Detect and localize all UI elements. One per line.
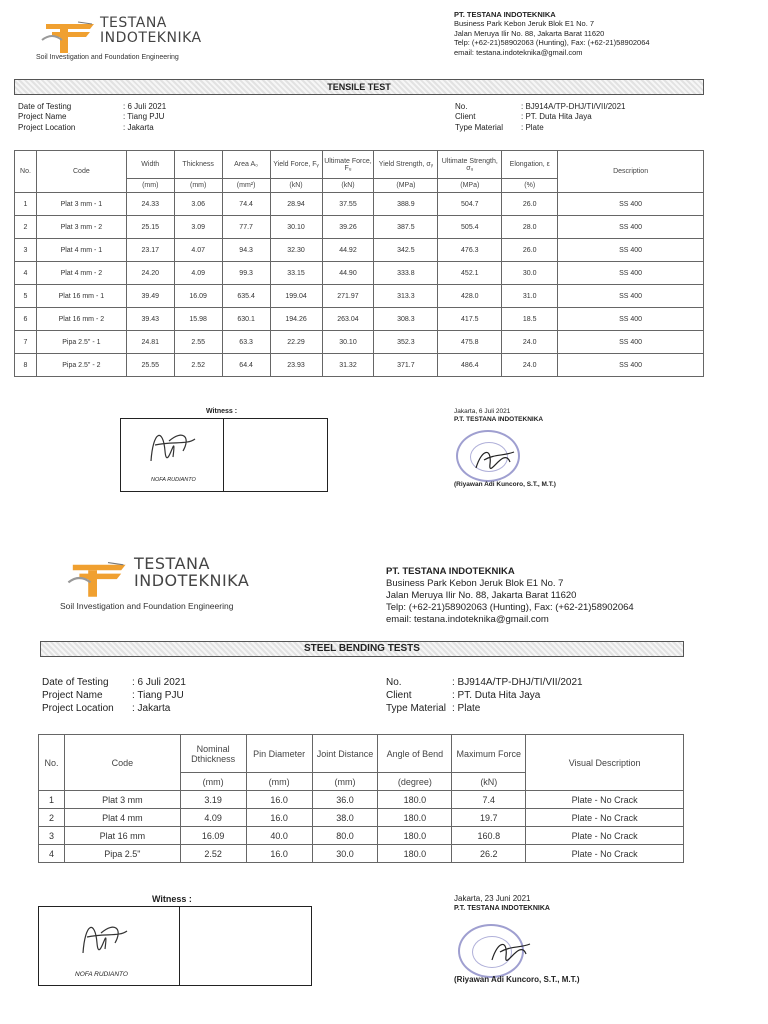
meta-row bbox=[455, 102, 625, 112]
column-unit: (MPa) bbox=[374, 179, 438, 193]
meta-label: No. bbox=[455, 102, 468, 111]
table-cell: 2 bbox=[15, 216, 37, 239]
meta-value: : PT. Duta Hita Jaya bbox=[521, 112, 592, 122]
company-name: PT. TESTANA INDOTEKNIKA bbox=[454, 10, 556, 19]
table-cell: Plate - No Crack bbox=[526, 845, 684, 863]
table-row bbox=[15, 239, 704, 262]
table-cell: 99.3 bbox=[222, 262, 270, 285]
logo-line-1: TESTANA bbox=[134, 554, 210, 573]
company-email: email: testana.indoteknika@gmail.com bbox=[386, 613, 549, 625]
table-row bbox=[15, 354, 704, 377]
table-cell: 63.3 bbox=[222, 331, 270, 354]
report-title: STEEL BENDING TESTS bbox=[40, 641, 684, 657]
column-header: No. bbox=[15, 151, 37, 193]
table-cell: 2 bbox=[39, 809, 65, 827]
table-cell: 486.4 bbox=[438, 354, 502, 377]
company-phone: Telp: (+62-21)58902063 (Hunting), Fax: (+62-21)58902064 bbox=[454, 38, 650, 48]
column-unit: (mm) bbox=[312, 773, 378, 791]
table-cell: 6 bbox=[15, 308, 37, 331]
director-signature-icon bbox=[470, 440, 520, 476]
table-cell: 313.3 bbox=[374, 285, 438, 308]
tensile-results-table bbox=[14, 150, 704, 377]
company-email: email: testana.indoteknika@gmail.com bbox=[454, 47, 583, 57]
meta-label: Type Material bbox=[386, 703, 447, 714]
table-row bbox=[39, 827, 684, 845]
company-address-1: Business Park Kebon Jeruk Blok E1 No. 7 bbox=[454, 19, 595, 29]
company-info bbox=[386, 566, 634, 625]
column-header: Yield Strength, σᵧ bbox=[374, 151, 438, 179]
table-cell: 180.0 bbox=[378, 809, 452, 827]
table-cell: Plate - No Crack bbox=[526, 791, 684, 809]
witness-empty-cell bbox=[224, 419, 327, 491]
column-header: Ultimate Strength, σᵤ bbox=[438, 151, 502, 179]
table-cell: 24.0 bbox=[502, 331, 558, 354]
table-cell: SS 400 bbox=[558, 308, 704, 331]
table-cell: 194.26 bbox=[270, 308, 322, 331]
meta-right bbox=[386, 676, 583, 715]
table-cell: 199.04 bbox=[270, 285, 322, 308]
column-header: No. bbox=[39, 735, 65, 791]
signoff-company: P.T. TESTANA INDOTEKNIKA bbox=[454, 416, 544, 424]
table-cell: Plat 3 mm - 2 bbox=[36, 216, 126, 239]
column-header: Pin Diameter bbox=[246, 735, 312, 773]
table-cell: 31.0 bbox=[502, 285, 558, 308]
table-cell: 388.9 bbox=[374, 193, 438, 216]
table-cell: 30.10 bbox=[270, 216, 322, 239]
meta-label: Project Location bbox=[42, 703, 114, 714]
table-cell: 263.04 bbox=[322, 308, 374, 331]
meta-value: : BJ914A/TP-DHJ/TI/VII/2021 bbox=[521, 102, 626, 111]
table-cell: 16.09 bbox=[174, 285, 222, 308]
table-cell: SS 400 bbox=[558, 193, 704, 216]
table-cell: 26.0 bbox=[502, 193, 558, 216]
meta-row bbox=[386, 689, 583, 702]
company-address-2: Jalan Meruya Ilir No. 88, Jakarta Barat 11620 bbox=[454, 28, 605, 38]
table-cell: 342.5 bbox=[374, 239, 438, 262]
table-cell: 333.8 bbox=[374, 262, 438, 285]
column-header: Joint Distance bbox=[312, 735, 378, 773]
table-cell: 39.43 bbox=[126, 308, 174, 331]
table-cell: 271.97 bbox=[322, 285, 374, 308]
table-cell: 504.7 bbox=[438, 193, 502, 216]
table-cell: 505.4 bbox=[438, 216, 502, 239]
table-cell: Pipa 2.5" - 2 bbox=[36, 354, 126, 377]
table-row bbox=[15, 285, 704, 308]
meta-row bbox=[386, 702, 583, 715]
testana-logo-icon bbox=[38, 16, 98, 56]
table-cell: Plate - No Crack bbox=[526, 809, 684, 827]
meta-left bbox=[18, 102, 166, 133]
witness-name: NOFA RUDIANTO bbox=[151, 477, 196, 483]
table-cell: Plat 16 mm bbox=[64, 827, 180, 845]
meta-label: Client bbox=[386, 690, 412, 701]
table-cell: 32.30 bbox=[270, 239, 322, 262]
column-unit: (degree) bbox=[378, 773, 452, 791]
table-cell: 94.3 bbox=[222, 239, 270, 262]
meta-label: No. bbox=[386, 677, 402, 688]
table-cell: 22.29 bbox=[270, 331, 322, 354]
table-cell: 180.0 bbox=[378, 845, 452, 863]
table-cell: Plat 4 mm - 1 bbox=[36, 239, 126, 262]
meta-label: Date of Testing bbox=[42, 677, 109, 688]
meta-value: : Jakarta bbox=[123, 122, 154, 132]
meta-label: Project Name bbox=[42, 690, 103, 701]
column-header: Area A₀ bbox=[222, 151, 270, 179]
table-cell: 2.52 bbox=[174, 354, 222, 377]
table-row bbox=[15, 216, 704, 239]
witness-signature-cell bbox=[121, 419, 224, 491]
table-cell: 8 bbox=[15, 354, 37, 377]
logo-line-2: INDOTEKNIKA bbox=[134, 570, 250, 590]
meta-value: : 6 Juli 2021 bbox=[132, 677, 186, 688]
table-cell: 7.4 bbox=[452, 791, 526, 809]
meta-label: Client bbox=[455, 112, 476, 122]
table-cell: Plat 16 mm - 1 bbox=[36, 285, 126, 308]
table-cell: 3 bbox=[15, 239, 37, 262]
table-cell: Plat 3 mm bbox=[64, 791, 180, 809]
table-cell: 80.0 bbox=[312, 827, 378, 845]
column-header: Angle of Bend bbox=[378, 735, 452, 773]
table-cell: 28.0 bbox=[502, 216, 558, 239]
meta-row bbox=[42, 702, 186, 715]
table-cell: 24.81 bbox=[126, 331, 174, 354]
table-cell: 635.4 bbox=[222, 285, 270, 308]
report-title: TENSILE TEST bbox=[14, 79, 704, 95]
table-row bbox=[39, 845, 684, 863]
company-info bbox=[454, 10, 650, 57]
table-cell: 31.32 bbox=[322, 354, 374, 377]
table-cell: 3.19 bbox=[180, 791, 246, 809]
table-cell: 26.0 bbox=[502, 239, 558, 262]
witness-label: Witness : bbox=[206, 408, 238, 415]
company-logo bbox=[62, 556, 249, 600]
witness-box bbox=[38, 906, 312, 986]
meta-label: Project Name bbox=[18, 112, 67, 122]
column-header: Code bbox=[64, 735, 180, 791]
table-row bbox=[15, 308, 704, 331]
table-cell: 33.15 bbox=[270, 262, 322, 285]
table-cell: SS 400 bbox=[558, 331, 704, 354]
table-cell: 630.1 bbox=[222, 308, 270, 331]
table-cell: 19.7 bbox=[452, 809, 526, 827]
table-cell: 180.0 bbox=[378, 827, 452, 845]
witness-box bbox=[120, 418, 328, 492]
table-cell: 2.52 bbox=[180, 845, 246, 863]
table-cell: 25.15 bbox=[126, 216, 174, 239]
table-cell: 39.26 bbox=[322, 216, 374, 239]
witness-label: Witness : bbox=[152, 894, 192, 904]
table-cell: 371.7 bbox=[374, 354, 438, 377]
table-cell: 18.5 bbox=[502, 308, 558, 331]
table-cell: 417.5 bbox=[438, 308, 502, 331]
column-header: Thickness bbox=[174, 151, 222, 179]
column-header: Description bbox=[558, 151, 704, 193]
table-cell: 387.5 bbox=[374, 216, 438, 239]
table-cell: 24.0 bbox=[502, 354, 558, 377]
column-header: Width bbox=[126, 151, 174, 179]
table-cell: 26.2 bbox=[452, 845, 526, 863]
table-cell: 36.0 bbox=[312, 791, 378, 809]
table-cell: Plate - No Crack bbox=[526, 827, 684, 845]
meta-value: : Tiang PJU bbox=[132, 690, 184, 701]
meta-label: Project Location bbox=[18, 122, 76, 132]
column-unit: (%) bbox=[502, 179, 558, 193]
table-cell: 28.94 bbox=[270, 193, 322, 216]
table-cell: 4 bbox=[39, 845, 65, 863]
meta-value: : Tiang PJU bbox=[123, 112, 165, 122]
logo-line-1: TESTANA bbox=[100, 15, 167, 31]
signer-name: (Riyawan Adi Kuncoro, S.T., M.T.) bbox=[454, 975, 580, 984]
table-cell: 3.09 bbox=[174, 216, 222, 239]
column-header: Elongation, ε bbox=[502, 151, 558, 179]
signature-icon bbox=[143, 421, 203, 467]
logo-line-2: INDOTEKNIKA bbox=[100, 29, 202, 46]
meta-row bbox=[42, 689, 186, 702]
table-cell: 44.92 bbox=[322, 239, 374, 262]
table-cell: 7 bbox=[15, 331, 37, 354]
table-cell: 30.10 bbox=[322, 331, 374, 354]
table-row bbox=[15, 193, 704, 216]
meta-row bbox=[18, 123, 166, 133]
table-cell: 2.55 bbox=[174, 331, 222, 354]
meta-value: : 6 Juli 2021 bbox=[123, 102, 167, 111]
column-header: Ultimate Force, Fᵤ bbox=[322, 151, 374, 179]
table-row bbox=[39, 809, 684, 827]
table-cell: 15.98 bbox=[174, 308, 222, 331]
witness-name: NOFA RUDIANTO bbox=[75, 971, 128, 978]
meta-label: Type Material bbox=[455, 122, 504, 132]
table-cell: 180.0 bbox=[378, 791, 452, 809]
column-unit: (mm) bbox=[246, 773, 312, 791]
meta-value: : PT. Duta Hita Jaya bbox=[452, 690, 541, 701]
table-cell: 16.0 bbox=[246, 809, 312, 827]
meta-row bbox=[455, 123, 625, 133]
table-cell: SS 400 bbox=[558, 239, 704, 262]
signoff-block bbox=[454, 894, 550, 913]
witness-signature-cell bbox=[39, 907, 180, 985]
table-cell: 38.0 bbox=[312, 809, 378, 827]
column-unit: (mm) bbox=[126, 179, 174, 193]
column-header: Visual Description bbox=[526, 735, 684, 791]
table-cell: 4.07 bbox=[174, 239, 222, 262]
table-cell: SS 400 bbox=[558, 262, 704, 285]
column-header: Code bbox=[36, 151, 126, 193]
table-cell: 25.55 bbox=[126, 354, 174, 377]
table-cell: 23.17 bbox=[126, 239, 174, 262]
company-name: PT. TESTANA INDOTEKNIKA bbox=[386, 566, 515, 577]
table-cell: 77.7 bbox=[222, 216, 270, 239]
meta-row bbox=[18, 102, 166, 112]
table-row bbox=[15, 262, 704, 285]
meta-value: : Plate bbox=[521, 122, 544, 132]
table-cell: 452.1 bbox=[438, 262, 502, 285]
table-cell: 16.0 bbox=[246, 791, 312, 809]
table-cell: 476.3 bbox=[438, 239, 502, 262]
table-cell: 16.09 bbox=[180, 827, 246, 845]
signoff-date: Jakarta, 23 Juni 2021 bbox=[454, 894, 531, 903]
company-tagline: Soil Investigation and Foundation Engineering bbox=[60, 601, 234, 611]
table-cell: 44.90 bbox=[322, 262, 374, 285]
table-cell: 23.93 bbox=[270, 354, 322, 377]
meta-label: Date of Testing bbox=[18, 102, 72, 111]
table-cell: SS 400 bbox=[558, 285, 704, 308]
table-row bbox=[39, 791, 684, 809]
column-unit: (mm) bbox=[174, 179, 222, 193]
company-address-1: Business Park Kebon Jeruk Blok E1 No. 7 bbox=[386, 577, 564, 589]
table-cell: 352.3 bbox=[374, 331, 438, 354]
table-cell: Plat 16 mm - 2 bbox=[36, 308, 126, 331]
column-unit: (mm²) bbox=[222, 179, 270, 193]
table-cell: 30.0 bbox=[502, 262, 558, 285]
company-tagline: Soil Investigation and Foundation Engineering bbox=[36, 54, 179, 61]
bending-test-sheet bbox=[0, 540, 768, 1024]
witness-empty-cell bbox=[180, 907, 311, 985]
meta-row bbox=[386, 676, 583, 689]
signoff-date: Jakarta, 6 Juli 2021 bbox=[454, 408, 511, 415]
table-cell: Pipa 2.5" - 1 bbox=[36, 331, 126, 354]
meta-value: : Jakarta bbox=[132, 703, 171, 714]
table-cell: Plat 4 mm - 2 bbox=[36, 262, 126, 285]
table-cell: SS 400 bbox=[558, 216, 704, 239]
table-cell: 4.09 bbox=[180, 809, 246, 827]
table-cell: 74.4 bbox=[222, 193, 270, 216]
signoff-block bbox=[454, 408, 543, 425]
column-unit: (mm) bbox=[180, 773, 246, 791]
table-cell: 40.0 bbox=[246, 827, 312, 845]
signer-name: (Riyawan Adi Kuncoro, S.T., M.T.) bbox=[454, 481, 556, 488]
signature-icon bbox=[75, 911, 135, 961]
table-cell: 39.49 bbox=[126, 285, 174, 308]
column-unit: (kN) bbox=[270, 179, 322, 193]
meta-row bbox=[455, 112, 625, 122]
meta-value: : Plate bbox=[452, 703, 481, 714]
table-cell: SS 400 bbox=[558, 354, 704, 377]
column-header: Yield Force, Fᵧ bbox=[270, 151, 322, 179]
bending-results-table bbox=[38, 734, 684, 863]
table-cell: 16.0 bbox=[246, 845, 312, 863]
table-cell: Pipa 2.5" bbox=[64, 845, 180, 863]
company-phone: Telp: (+62-21)58902063 (Hunting), Fax: (+62-21)58902064 bbox=[386, 601, 634, 613]
table-cell: 160.8 bbox=[452, 827, 526, 845]
director-signature-icon bbox=[486, 932, 536, 968]
table-cell: 4 bbox=[15, 262, 37, 285]
table-cell: Plat 3 mm - 1 bbox=[36, 193, 126, 216]
column-header: Maximum Force bbox=[452, 735, 526, 773]
company-address-2: Jalan Meruya Ilir No. 88, Jakarta Barat 11620 bbox=[386, 589, 577, 601]
column-unit: (MPa) bbox=[438, 179, 502, 193]
table-cell: 3.06 bbox=[174, 193, 222, 216]
table-cell: 308.3 bbox=[374, 308, 438, 331]
meta-row bbox=[42, 676, 186, 689]
table-cell: 5 bbox=[15, 285, 37, 308]
column-unit: (kN) bbox=[452, 773, 526, 791]
signoff-company: P.T. TESTANA INDOTEKNIKA bbox=[454, 905, 550, 913]
table-cell: Plat 4 mm bbox=[64, 809, 180, 827]
table-cell: 64.4 bbox=[222, 354, 270, 377]
table-row bbox=[15, 331, 704, 354]
table-cell: 24.20 bbox=[126, 262, 174, 285]
meta-left bbox=[42, 676, 186, 715]
table-cell: 428.0 bbox=[438, 285, 502, 308]
meta-row bbox=[18, 112, 166, 122]
table-cell: 30.0 bbox=[312, 845, 378, 863]
table-cell: 1 bbox=[39, 791, 65, 809]
table-cell: 475.8 bbox=[438, 331, 502, 354]
meta-right bbox=[455, 102, 625, 133]
table-cell: 37.55 bbox=[322, 193, 374, 216]
table-cell: 4.09 bbox=[174, 262, 222, 285]
table-cell: 1 bbox=[15, 193, 37, 216]
column-header: Nominal Dthickness bbox=[180, 735, 246, 773]
column-unit: (kN) bbox=[322, 179, 374, 193]
meta-value: : BJ914A/TP-DHJ/TI/VII/2021 bbox=[452, 677, 583, 688]
company-logo bbox=[38, 16, 202, 56]
testana-logo-icon bbox=[62, 556, 132, 600]
table-cell: 3 bbox=[39, 827, 65, 845]
table-cell: 24.33 bbox=[126, 193, 174, 216]
